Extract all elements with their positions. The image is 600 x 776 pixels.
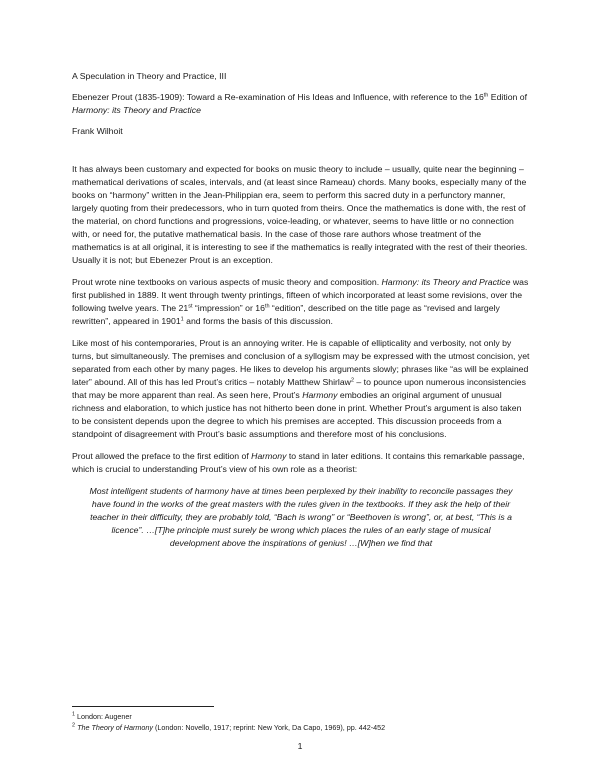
title-book: Harmony: its Theory and Practice (72, 105, 201, 115)
paragraph-3 (72, 337, 530, 441)
paragraph-1: It has always been customary and expected for books on music theory to include – usually, quite near the beginning – mathematical derivations of scales, intervals, and (at least since Rameau) chords. Many books, especially many of the books on “harmony” written in the Jean-Philippian era, seem to perform this sacred duty in a perfunctory manner, largely quoting from their predecessors, who in turn quoted from theirs. Once the mathematics is done with, the rest of the material, on chord functions and progressions, voice-leading, or whatever, seems to have little or no connection with, or need for, the putative mathematical basis. In the case of those rare authors whose treatment of the mathematics is at all original, it is interesting to see if the mathematics is really integrated with the rest of their theories. Usually it is not; but Ebenezer Prout is an exception. (72, 164, 528, 265)
paragraph-2 (72, 276, 530, 328)
title-text-part1: Ebenezer Prout (1835-1909): Toward a Re-examination of His Ideas and Influence, with reference to the 16 (72, 92, 484, 102)
footnote-number: 1 (72, 711, 76, 718)
footnote-text: London: Augener (75, 712, 132, 721)
paragraph-2-text-c: was first published in 1889. It went through twenty printings, fifteen of which incorporated at least some revisions, over the following twelve years. The 21 (72, 277, 529, 313)
author-name: Frank Wilhoit (72, 126, 123, 136)
ordinal-superscript: st (188, 303, 193, 310)
footnote-text: (London: Novello, 1917; reprint: New York, Da Capo, 1969), pp. 442-452 (152, 723, 386, 732)
block-quote: Most intelligent students of harmony have at times been perplexed by their inability to reconcile passages they have found in the works of the great masters with the rules given in the textbooks. If they ask the help of their teacher in their difficulty, they are probably told, “Bach is wrong” or “Beethoven is wrong”, or, at best, “This is a licence”. …[T]he principle must surely be wrong which places the rules of an early stage of musical development above the inspirations of genius! …[W]hen we find that (89, 486, 513, 548)
title-superscript: th (483, 92, 489, 99)
footnote-2 (72, 722, 385, 733)
paragraph-3-text-d: embodies an original argument of unusual richness and elaboration, to which justice has not hitherto been done in print. Whether Prout’s argument is also taken to be consistent depends upon the degree to which his premises are accepted. This discussion proceeds from a standpoint of disagreement with Prout’s basic assumptions and therefore most of his conclusions. (72, 390, 522, 439)
footnotes (72, 711, 385, 733)
paper-title (72, 91, 530, 117)
paragraph-2-text-e: “edition”, described on the title page as “revised and largely rewritten”, appeared in 1901 (72, 303, 500, 326)
footnote-number: 2 (72, 722, 76, 729)
title-text-part2: Edition of (488, 92, 528, 102)
paragraph-2-text-f: and forms the basis of this discussion. (183, 316, 333, 326)
paragraph-4-text-c: to stand in later editions. It contains this remarkable passage, which is crucial to understanding Prout’s view of his own role as a theorist: (72, 451, 525, 474)
paragraph-3-text-a: Like most of his contemporaries, Prout is an annoying writer. He is capable of ellipticality and verbosity, not only by turns, but simultaneously. The premises and conclusion of a syllogism may be expressed with the utmost concision, yet separated from each other by many pages. He likes to develop his arguments slowly; phrases like “as will be explained later” abound. All of this has led Prout’s critics – notably Matthew Shirlaw (72, 338, 530, 387)
paragraph-3-text-b: – to pounce upon numerous inconsistencies that may be more apparent than real. As seen here, Prout’s (72, 377, 526, 400)
paragraph-2-text-a: Prout wrote nine textbooks on various aspects of music theory and composition. (72, 277, 382, 287)
page-number: 1 (297, 741, 303, 751)
footnote-1 (72, 711, 385, 722)
series-title: A Speculation in Theory and Practice, III (72, 71, 227, 81)
footnote-ref-2[interactable]: 2 (350, 377, 355, 384)
paragraph-2-text-d: “impression” or 16 (192, 303, 265, 313)
footnote-book-title: The Theory of Harmony (77, 723, 153, 732)
book-title-italic: Harmony (302, 390, 338, 400)
paragraph-4-text-a: Prout allowed the preface to the first edition of (72, 451, 252, 461)
book-title-italic: Harmony: its Theory and Practice (381, 277, 511, 287)
ordinal-superscript: th (264, 303, 270, 310)
book-title-italic: Harmony (251, 451, 287, 461)
footnote-divider (72, 706, 214, 707)
paragraph-4 (72, 450, 530, 476)
footnote-ref-1[interactable]: 1 (180, 316, 184, 323)
